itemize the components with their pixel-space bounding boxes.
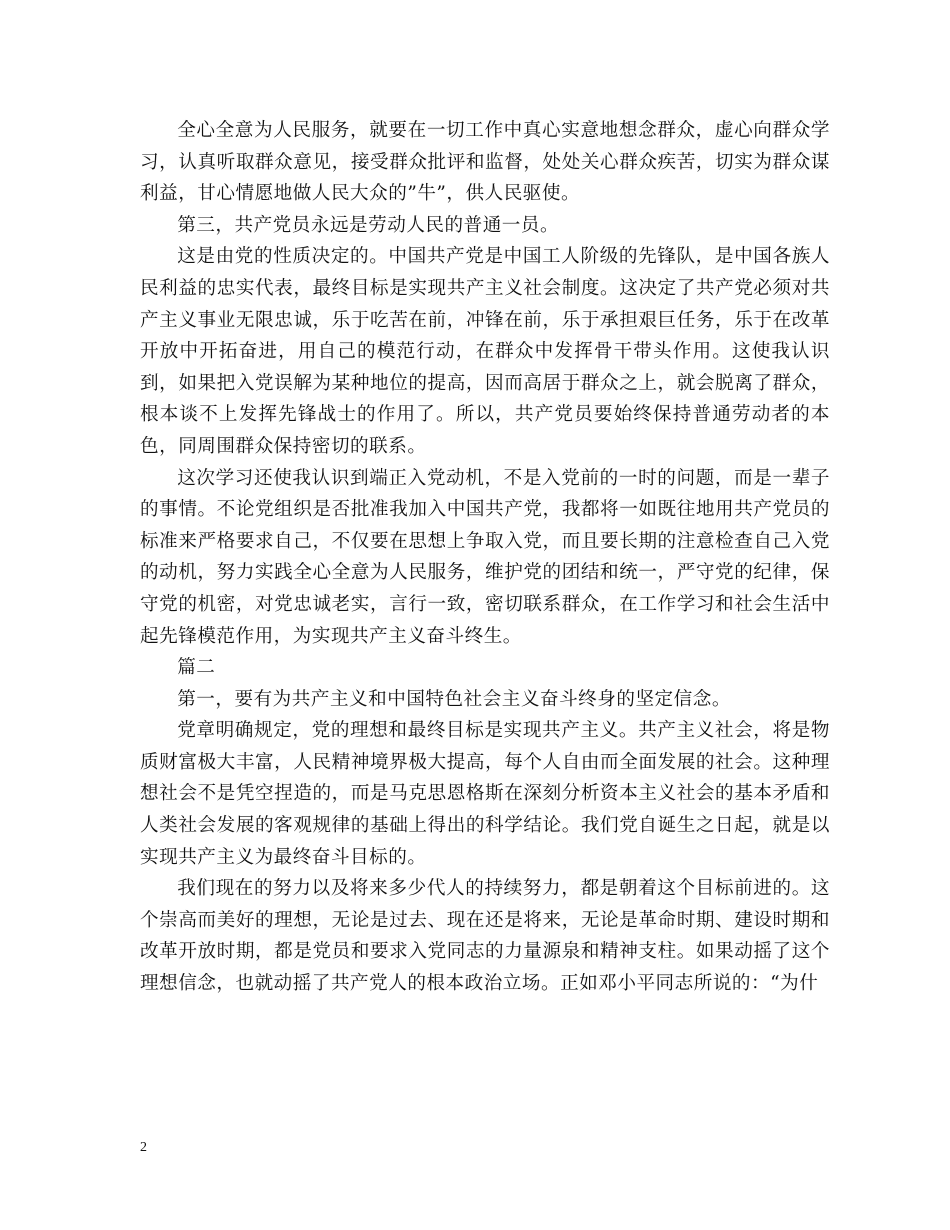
section-heading: 篇二 bbox=[177, 657, 216, 679]
paragraph: 这是由党的性质决定的。中国共产党是中国工人阶级的先锋队，是中国各族人民利益的忠实代表，最终目标是实现共产主义社会制度。这决定了共产党必须对共产主义事业无限忠诚，乐于吃苦在前，冲锋在前，乐于承担艰巨任务，乐于在改革开放中开拓奋进，用自己的模范行动，在群众中发挥骨干带头作用。这使我认识到，如果把入党误解为某种地位的提高，因而高居于群众之上，就会脱离了群众，根本谈不上发挥先锋战士的作用了。所以，共产党员要始终保持普通劳动者的本色，同周围群众保持密切的联系。 bbox=[140, 246, 830, 457]
document-body bbox=[140, 115, 830, 1000]
paragraph: 第三，共产党员永远是劳动人民的普通一员。 bbox=[177, 214, 560, 236]
page-number: 2 bbox=[140, 1140, 147, 1155]
paragraph: 第一，要有为共产主义和中国特色社会主义奋斗终身的坚定信念。 bbox=[177, 688, 731, 710]
paragraph: 这次学习还使我认识到端正入党动机，不是入党前的一时的问题，而是一辈子的事情。不论党组织是否批准我加入中国共产党，我都将一如既往地用共产党员的标准来严格要求自己，不仅要在思想上争取入党，而且要长期的注意检查自己入党的动机，努力实践全心全意为人民服务，维护党的团结和统一，严守党的纪律，保守党的机密，对党忠诚老实，言行一致，密切联系群众，在工作学习和社会生活中起先锋模范作用，为实现共产主义奋斗终生。 bbox=[140, 467, 830, 647]
paragraph: 我们现在的努力以及将来多少代人的持续努力，都是朝着这个目标前进的。这个崇高而美好的理想，无论是过去、现在还是将来，无论是革命时期、建设时期和改革开放时期，都是党员和要求入党同志的力量源泉和精神支柱。如果动摇了这个理想信念，也就动摇了共产党人的根本政治立场。正如邓小平同志所说的：“为什 bbox=[140, 878, 830, 995]
paragraph: 党章明确规定，党的理想和最终目标是实现共产主义。共产主义社会，将是物质财富极大丰富，人民精神境界极大提高，每个人自由而全面发展的社会。这种理想社会不是凭空捏造的，而是马克思恩格斯在深刻分析资本主义社会的基本矛盾和人类社会发展的客观规律的基础上得出的科学结论。我们党自诞生之日起，就是以实现共产主义为最终奋斗目标的。 bbox=[140, 720, 830, 868]
paragraph: 全心全意为人民服务，就要在一切工作中真心实意地想念群众，虚心向群众学习，认真听取群众意见，接受群众批评和监督，处处关心群众疾苦，切实为群众谋利益，甘心情愿地做人民大众的”牛”，供人民驱使。 bbox=[140, 120, 830, 205]
